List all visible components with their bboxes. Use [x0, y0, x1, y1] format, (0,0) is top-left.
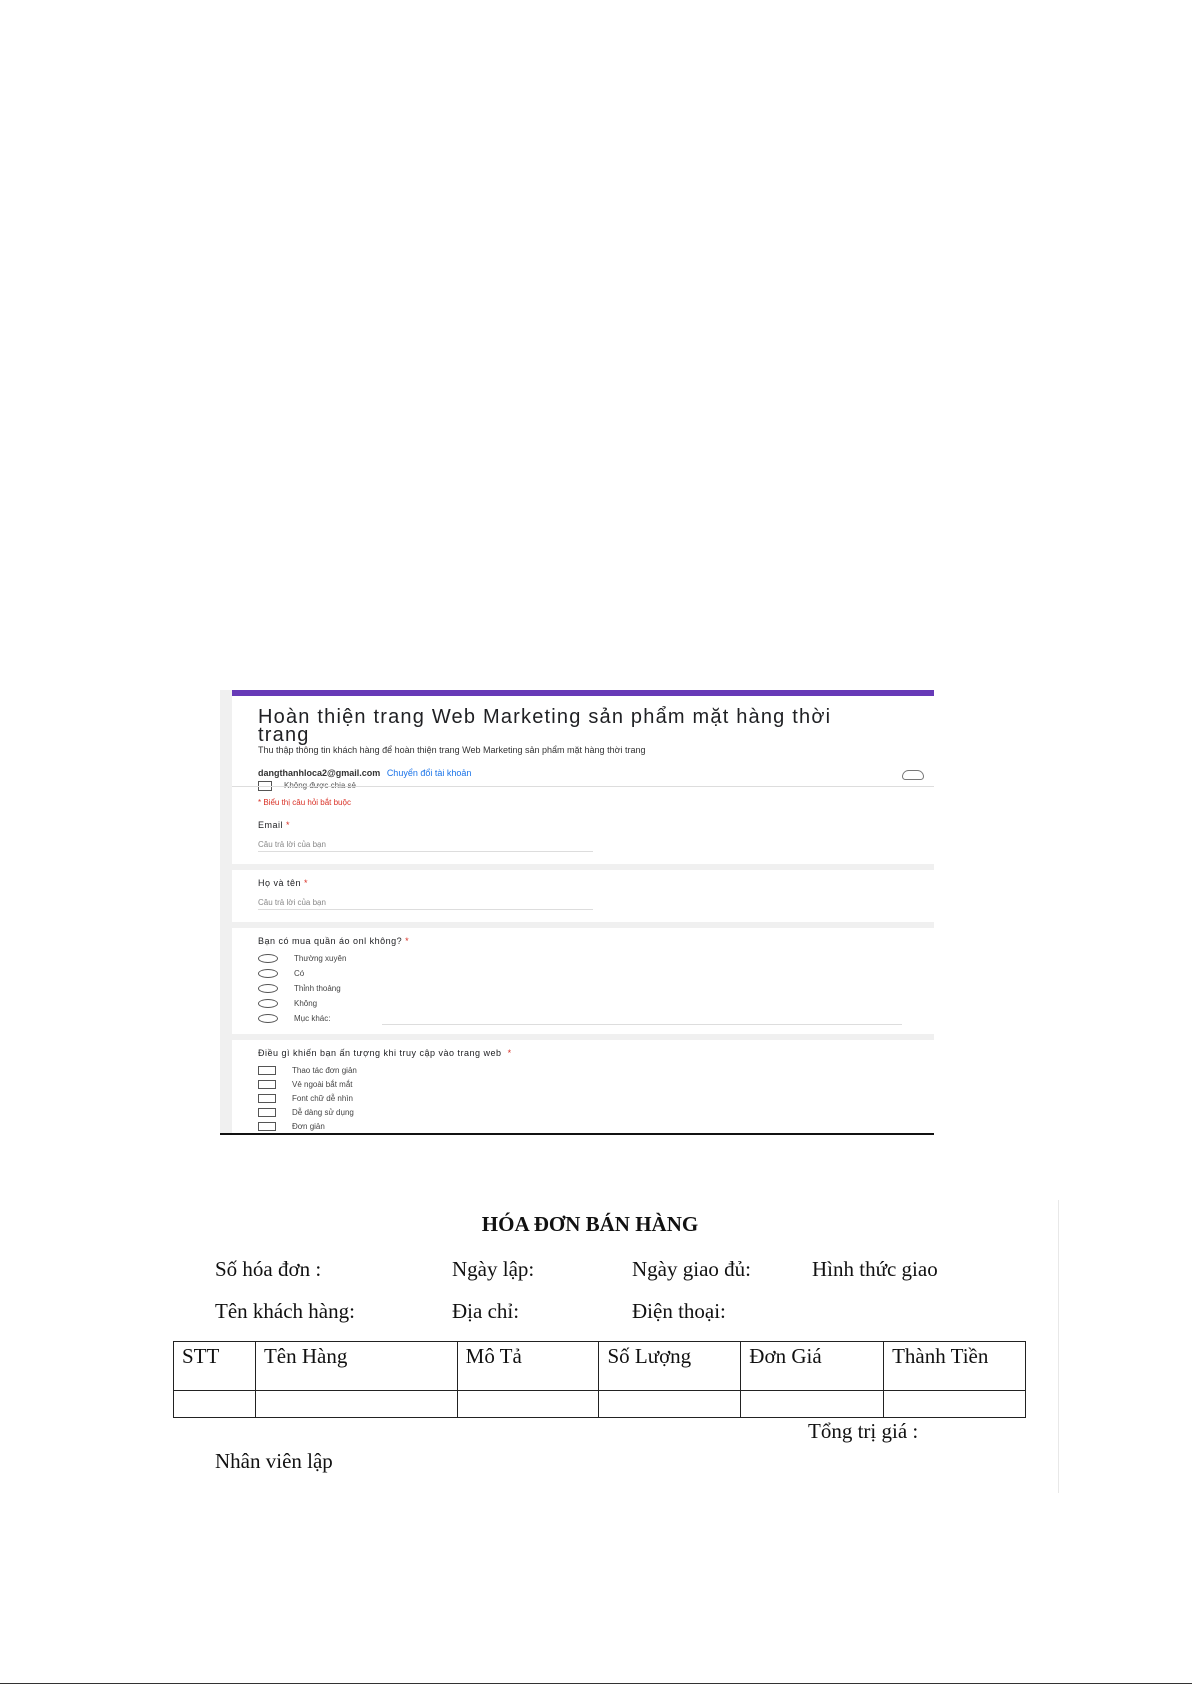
buy-label: Bạn có mua quần áo onl không?	[258, 936, 403, 946]
column-header: Số Lượng	[599, 1342, 741, 1391]
option-label: Dễ dàng sử dụng	[292, 1108, 354, 1117]
required-mark: *	[405, 936, 410, 946]
account-email: dangthanhloca2@gmail.com	[258, 768, 381, 778]
radio-icon	[258, 1014, 278, 1023]
invoice-title: HÓA ĐƠN BÁN HÀNG	[481, 1212, 699, 1236]
required-mark: *	[286, 820, 291, 830]
form-description: Thu thập thông tin khách hàng để hoàn thiện trang Web Marketing sản phẩm mặt hàng thời trang	[258, 745, 646, 755]
checkbox-icon	[258, 1108, 276, 1117]
option-label: Có	[294, 969, 305, 978]
customer-name-label: Tên khách hàng:	[215, 1299, 355, 1323]
radio-icon	[258, 969, 278, 978]
created-date-label: Ngày lập:	[452, 1257, 535, 1281]
column-header: Thành Tiền	[884, 1342, 1026, 1391]
margin-rule	[1058, 1200, 1059, 1493]
form-left-edge	[220, 690, 232, 1133]
radio-option[interactable]	[258, 999, 317, 1008]
checkbox-icon	[258, 1094, 276, 1103]
name-question-title	[258, 878, 308, 888]
option-label: Không	[294, 999, 318, 1008]
email-question-title	[258, 820, 290, 830]
option-label: Thỉnh thoảng	[294, 984, 341, 993]
table-cell	[741, 1391, 884, 1418]
column-header: STT	[174, 1342, 256, 1391]
email-question-card	[232, 812, 934, 864]
checkbox-option[interactable]	[258, 1122, 325, 1131]
google-form-screenshot	[220, 690, 934, 1135]
radio-option[interactable]	[258, 1014, 330, 1023]
account-line	[258, 768, 471, 778]
staff-label: Nhân viên lập	[215, 1449, 333, 1473]
invoice	[160, 1200, 1060, 1510]
option-label: Thường xuyên	[294, 954, 347, 963]
name-input[interactable]: Câu trả lời của bạn	[258, 898, 593, 910]
switch-account-link[interactable]: Chuyển đổi tài khoản	[386, 768, 472, 778]
email-label: Email	[258, 820, 284, 830]
buy-question-card	[232, 928, 934, 1034]
radio-option[interactable]	[258, 984, 341, 993]
cloud-icon	[902, 770, 924, 780]
page-bottom-rule	[0, 1683, 1192, 1684]
option-label: Vẻ ngoài bắt mắt	[292, 1080, 353, 1089]
table-cell	[255, 1391, 457, 1418]
radio-option[interactable]	[258, 969, 304, 978]
required-mark: *	[507, 1048, 512, 1058]
checkbox-icon	[258, 1122, 276, 1131]
option-label: Mục khác:	[294, 1014, 331, 1023]
buy-question-title	[258, 936, 409, 946]
table-cell	[884, 1391, 1026, 1418]
checkbox-icon	[258, 1080, 276, 1089]
checkbox-option[interactable]	[258, 1080, 352, 1089]
impress-question-title	[258, 1048, 512, 1058]
required-mark: *	[304, 878, 309, 888]
impress-question-card	[232, 1040, 934, 1135]
impress-label: Điều gì khiến bạn ấn tượng khi truy cập vào trang web	[258, 1048, 502, 1058]
form-header-card	[232, 690, 934, 814]
option-label: Đơn giản	[292, 1122, 325, 1131]
table-row	[174, 1391, 1026, 1418]
checkbox-option[interactable]	[258, 1066, 357, 1075]
radio-icon	[258, 984, 278, 993]
checkbox-option[interactable]	[258, 1108, 354, 1117]
total-label: Tổng trị giá :	[808, 1419, 919, 1443]
required-note: * Biểu thị câu hỏi bắt buộc	[258, 798, 351, 807]
checkbox-icon	[258, 1066, 276, 1075]
radio-icon	[258, 954, 278, 963]
address-label: Địa chỉ:	[452, 1299, 520, 1323]
other-option-input[interactable]	[382, 1024, 902, 1025]
header-divider	[232, 786, 934, 787]
radio-icon	[258, 999, 278, 1008]
table-header-row	[174, 1342, 1026, 1391]
column-header: Đơn Giá	[741, 1342, 884, 1391]
table-cell	[174, 1391, 256, 1418]
option-label: Thao tác đơn giản	[292, 1066, 357, 1075]
checkbox-option[interactable]	[258, 1094, 353, 1103]
name-label: Họ và tên	[258, 878, 302, 888]
radio-option[interactable]	[258, 954, 346, 963]
name-question-card	[232, 870, 934, 922]
invoice-table	[173, 1341, 1026, 1418]
delivery-method-label: Hình thức giao	[812, 1257, 938, 1281]
table-cell	[457, 1391, 599, 1418]
email-input[interactable]: Câu trả lời của bạn	[258, 840, 593, 852]
option-label: Font chữ dễ nhìn	[292, 1094, 353, 1103]
column-header: Tên Hàng	[255, 1342, 457, 1391]
invoice-number-label: Số hóa đơn :	[215, 1257, 322, 1281]
form-title: Hoàn thiện trang Web Marketing sản phẩm mặt hàng thời trang	[258, 706, 832, 746]
phone-label: Điện thoại:	[632, 1299, 726, 1323]
delivery-date-label: Ngày giao đủ:	[632, 1257, 751, 1281]
table-cell	[599, 1391, 741, 1418]
column-header: Mô Tả	[457, 1342, 599, 1391]
